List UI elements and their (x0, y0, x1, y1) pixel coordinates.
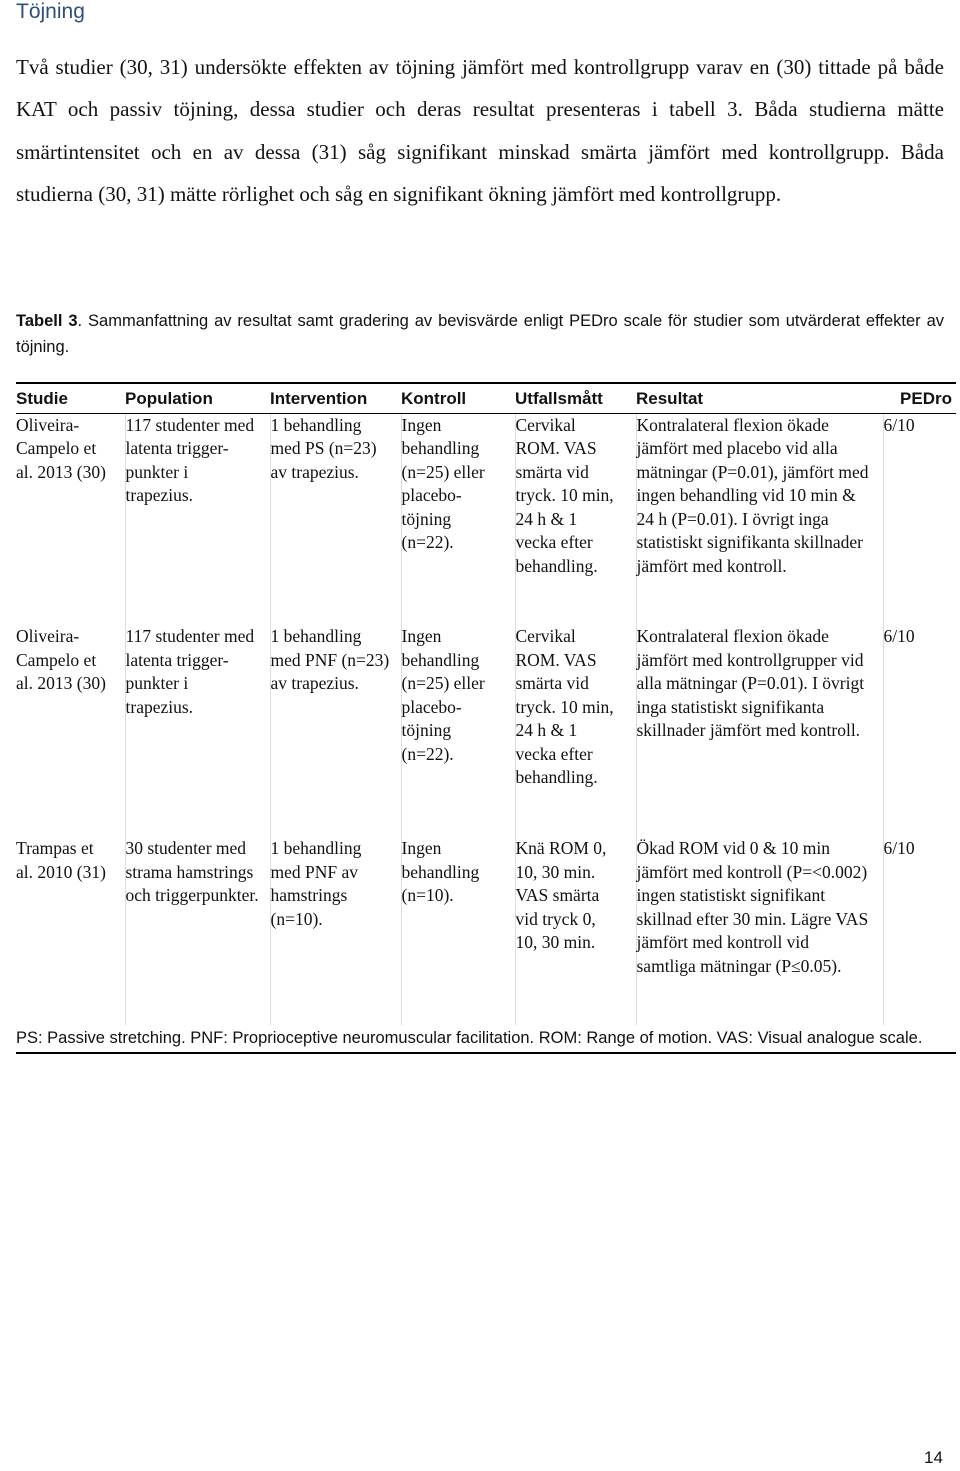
cell-result: Kontralateral flexion ökade jämfört med kontrollgrupper vid alla mätningar (P=0.01). I övrigt inga statistiskt signifikanta skillnader jämfört med kontroll. (636, 625, 883, 837)
table-footnote: PS: Passive stretching. PNF: Proprioceptive neuromuscular facilitation. ROM: Range of motion. VAS: Visual analogue scale. (16, 1025, 956, 1053)
table-footnote-row (16, 1025, 956, 1053)
header-outcome: Utfallsmått (515, 383, 636, 413)
table-row (16, 413, 956, 625)
header-intervention: Intervention (270, 383, 401, 413)
cell-result: Ökad ROM vid 0 & 10 min jämfört med kontroll (P=<0.002) ingen statistiskt signifikant skillnad efter 30 min. Lägre VAS jämfört med kontroll vid samtliga mätningar (P≤0.05). (636, 837, 883, 1025)
cell-intervention: 1 behandling med PNF av hamstrings (n=10). (270, 837, 401, 1025)
cell-study: Oliveira-Campelo et al. 2013 (30) (16, 625, 125, 837)
cell-intervention: 1 behandling med PNF (n=23) av trapezius. (270, 625, 401, 837)
cell-control: Ingen behandling (n=25) eller placebo-töjning (n=22). (401, 625, 515, 837)
page-number: 14 (924, 1448, 943, 1467)
table-caption-text: . Sammanfattning av resultat samt gradering av bevisvärde enligt PEDro scale för studier som utvärderat effekter av töjning. (16, 312, 945, 356)
header-control: Kontroll (401, 383, 515, 413)
cell-control: Ingen behandling (n=25) eller placebo-töjning (n=22). (401, 413, 515, 625)
cell-result: Kontralateral flexion ökade jämfört med placebo vid alla mätningar (P=0.01), jämfört med ingen behandling vid 10 min & 24 h (P=0.01). I övrigt inga statistiskt signifikanta skillnader jämfört med kontroll. (636, 413, 883, 625)
cell-population: 117 studenter med latenta trigger-punkter i trapezius. (125, 625, 270, 837)
cell-outcome: Cervikal ROM. VAS smärta vid tryck. 10 min, 24 h & 1 vecka efter behandling. (515, 413, 636, 625)
cell-study: Trampas et al. 2010 (31) (16, 837, 125, 1025)
results-table (16, 382, 956, 1054)
cell-population: 117 studenter med latenta trigger-punkter i trapezius. (125, 413, 270, 625)
body-paragraph: Två studier (30, 31) undersökte effekten av töjning jämfört med kontrollgrupp varav en (30) tittade på både KAT och passiv töjning, dessa studier och deras resultat presenteras i tabell 3. Båda studierna mätte smärtintensitet och en av dessa (31) såg signifikant minskad smärta jämfört med kontrollgrupp. Båda studierna (30, 31) mätte rörlighet och såg en signifikant ökning jämfört med kontrollgrupp. (16, 55, 944, 206)
cell-outcome: Knä ROM 0, 10, 30 min. VAS smärta vid tryck 0, 10, 30 min. (515, 837, 636, 1025)
header-pedro: PEDro (883, 383, 956, 413)
cell-pedro: 6/10 (883, 626, 915, 646)
cell-outcome: Cervikal ROM. VAS smärta vid tryck. 10 min, 24 h & 1 vecka efter behandling. (515, 625, 636, 837)
table-caption-label: Tabell 3 (16, 312, 78, 330)
cell-study: Oliveira-Campelo et al. 2013 (30) (16, 413, 125, 625)
header-study: Studie (16, 383, 125, 413)
cell-pedro: 6/10 (883, 414, 915, 435)
table-caption (16, 308, 944, 360)
cell-intervention: 1 behandling med PS (n=23) av trapezius. (270, 413, 401, 625)
header-result: Resultat (636, 383, 883, 413)
table-row (16, 837, 956, 1025)
header-population: Population (125, 383, 270, 413)
table-row (16, 625, 956, 837)
table-header-row (16, 383, 956, 413)
cell-population: 30 studenter med strama hamstrings och triggerpunkter. (125, 837, 270, 1025)
cell-pedro: 6/10 (883, 838, 915, 858)
section-heading: Töjning (16, 0, 85, 23)
cell-control: Ingen behandling (n=10). (401, 837, 515, 1025)
